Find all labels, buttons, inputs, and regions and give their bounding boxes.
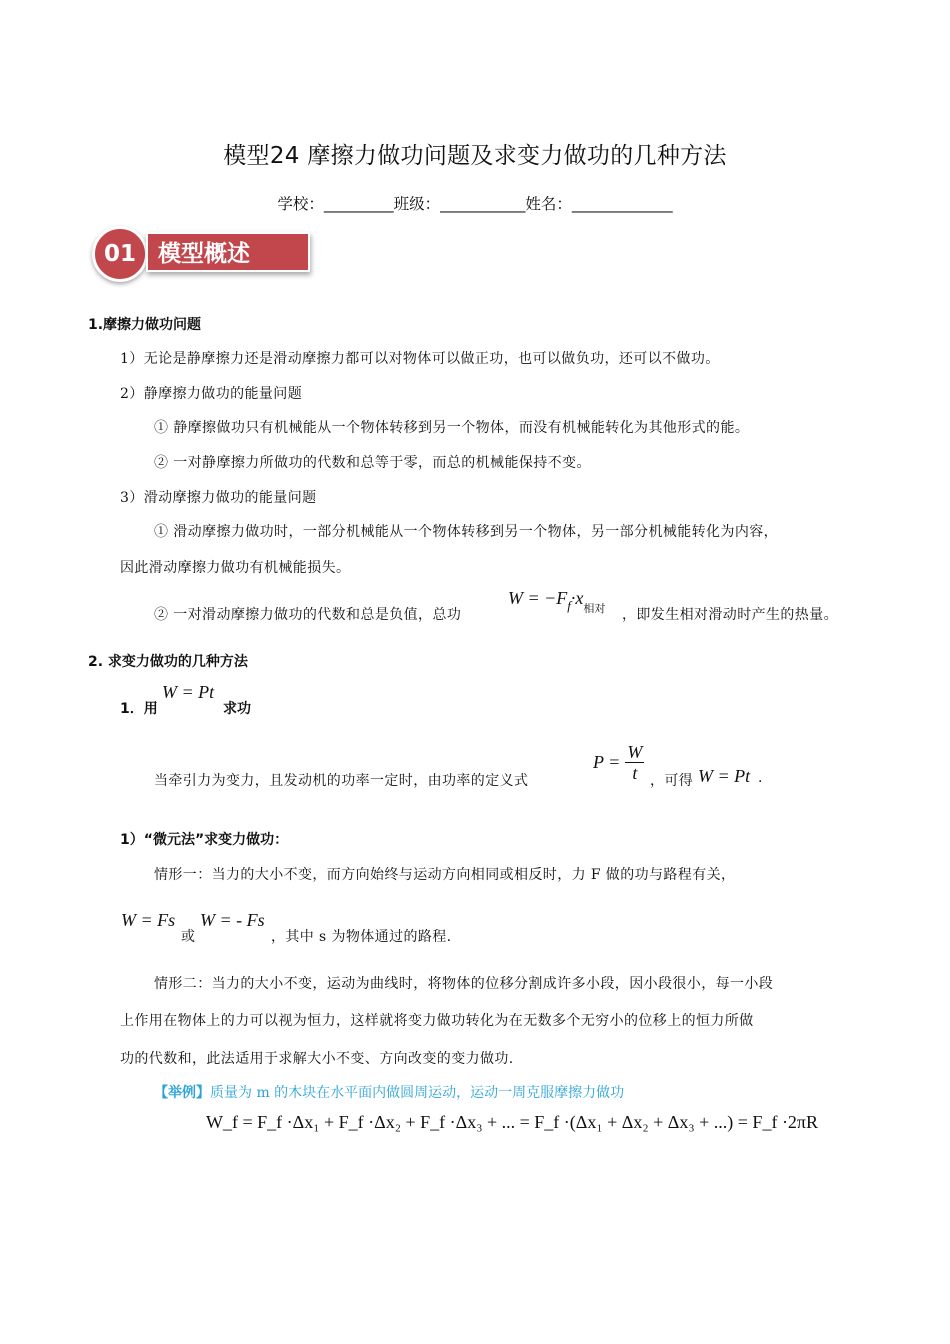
formula-power-definition: P = $\frac{W}{t}$ <box>593 742 643 783</box>
paragraph: 情形一：当力的大小不变，而方向始终与运动方向相同或相反时，力 F 做的功与路程有关， <box>154 867 736 883</box>
paragraph: 3）滑动摩擦力做功的能量问题 <box>120 490 317 506</box>
subheading: 求功 <box>223 701 251 717</box>
formula-example: W_f = F_f ·Δx₁ + F_f ·Δx₂ + F_f ·Δx₃ + ... = F_f ·(Δx₁ + Δx₂ + Δx₃ + ...) = F_f ·2πR <box>206 1112 819 1132</box>
paragraph: 当牵引力为变力，且发动机的功率一定时，由功率的定义式 <box>154 773 529 789</box>
paragraph: ② 一对滑动摩擦力做功的代数和总是负值，总功 <box>154 607 462 623</box>
paragraph: 因此滑动摩擦力做功有机械能损失。 <box>120 560 351 576</box>
paragraph: ，即发生相对滑动时产生的热量。 <box>622 607 838 623</box>
paragraph: 上作用在物体上的力可以视为恒力，这样就将变力做功转化为在无数多个无穷小的位移上的恒力所做 <box>120 1013 754 1029</box>
school-class-name-line: 学校：_________班级：___________姓名：_____________ <box>277 195 673 213</box>
paragraph: . <box>758 770 763 786</box>
paragraph: 或 <box>181 929 196 945</box>
formula-w-pt: W = Pt <box>162 682 215 702</box>
paragraph: 功的代数和，此法适用于求解大小不变、方向改变的变力做功. <box>120 1051 514 1067</box>
paragraph: ① 静摩擦做功只有机械能从一个物体转移到另一个物体，而没有机械能转化为其他形式的能。 <box>154 420 750 436</box>
formula-w-fs: W = Fs <box>121 910 176 930</box>
page-title: 模型24 摩擦力做功问题及求变力做功的几种方法 <box>223 143 727 169</box>
section2-heading: 2. 求变力做功的几种方法 <box>88 654 248 670</box>
formula-w-neg-fs: W = - Fs <box>200 910 265 930</box>
paragraph: 情形二：当力的大小不变，运动为曲线时，将物体的位移分割成许多小段，因小段很小，每一小段 <box>154 976 774 992</box>
paragraph: ① 滑动摩擦力做功时，一部分机械能从一个物体转移到另一个物体，另一部分机械能转化为内容， <box>154 524 779 540</box>
paragraph: ② 一对静摩擦力所做功的代数和总等于零，而总的机械能保持不变。 <box>154 455 591 471</box>
paragraph: 1）无论是静摩擦力还是滑动摩擦力都可以对物体可以做正功，也可以做负功，还可以不做功。 <box>120 351 720 367</box>
paragraph: 2）静摩擦力做功的能量问题 <box>120 386 303 402</box>
example-line <box>154 1082 624 1102</box>
formula-total-work: $W = -F_f\cdot x_{相对}$ <box>508 588 606 615</box>
paragraph: ，其中 s 为物体通过的路程. <box>271 929 452 945</box>
section1-heading: 1.摩擦力做功问题 <box>88 317 202 333</box>
subheading: 1．用 <box>120 701 158 717</box>
example-tag: 【举例】 <box>154 1085 210 1101</box>
section-banner: 模型概述 <box>146 232 310 272</box>
subheading: 1）“微元法”求变力做功： <box>120 832 289 848</box>
example-text: 质量为 m 的木块在水平面内做圆周运动，运动一周克服摩擦力做功 <box>210 1085 625 1101</box>
formula-w-pt: W = Pt <box>698 766 751 786</box>
paragraph: ，可得 <box>650 773 694 789</box>
section-number-badge: 01 <box>92 226 148 282</box>
